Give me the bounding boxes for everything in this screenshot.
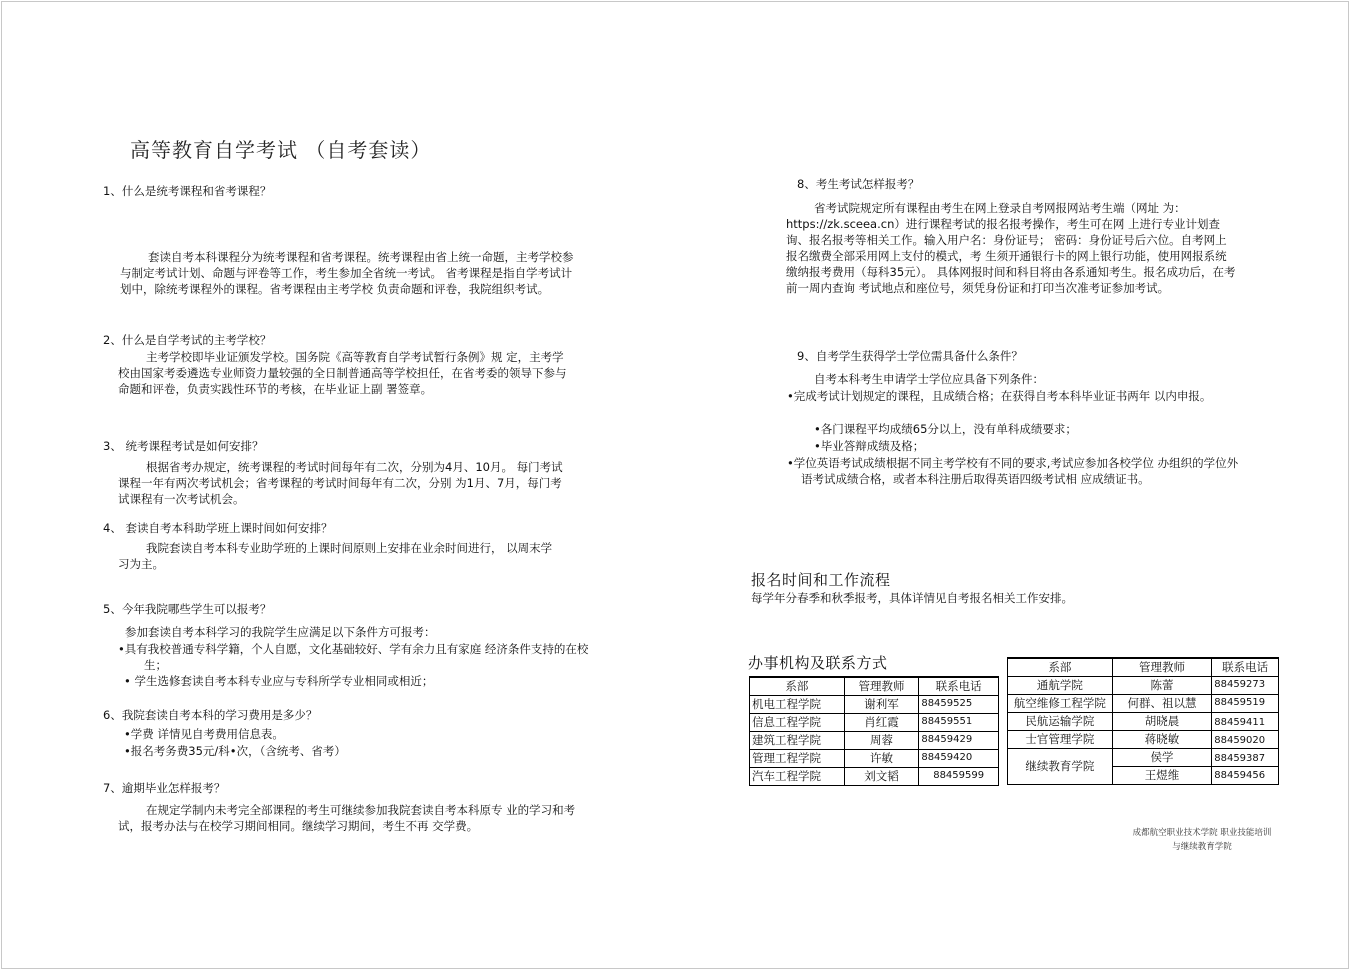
phone-cell: 88459429 [919,732,999,750]
contacts-table-2 [1007,657,1279,785]
question-3: 3、 统考课程考试是如何安排？ [103,439,264,453]
answer-9-bullet-2: •各门课程平均成绩65分以上，没有单科成绩要求； [814,422,1077,436]
phone-cell: 88459456 [1212,767,1279,785]
question-6: 6、我院套读自考本科的学习费用是多少？ [103,708,318,722]
answer-6-bullet-2: •报名考务费35元/科•次，（含统考、省考） [124,744,346,758]
teacher-cell: 胡晓晨 [1112,713,1211,731]
phone-cell: 88459387 [1212,749,1279,767]
footer-org [1112,826,1292,854]
answer-8: 省考试院规定所有课程由考生在网上登录自考网报网站考生端（网址 为：https://zk.sceea.cn）进行课程考试的报名报考操作，考生可在网 上进行专业计划查询、报名报考等相关工作。输入用户名：身份证号； 密码：身份证号后六位。自考网上报名缴费全部采用网上支付的模式，考 生须开通银行卡的网上银行功能，使用网报系统缴纳报考费用（每科35元）。 具体网报时间和科目将由各系通知考生。报名成功后，在考前一周内查询 考试地点和座位号，须凭身份证和打印当次准考证参加考试。 [786,201,1236,295]
header-dept: 系部 [1008,658,1113,677]
question-8: 8、考生考试怎样报考？ [797,177,920,191]
teacher-cell: 何群、祖以慧 [1112,695,1211,713]
phone-cell: 88459599 [919,768,999,786]
phone-cell: 88459273 [1212,677,1279,695]
dept-cell: 管理工程学院 [750,750,845,768]
question-5: 5、今年我院哪些学生可以报考？ [103,602,272,616]
question-2: 2、什么是自学考试的主考学校？ [103,333,272,347]
answer-9: 自考本科考生申请学士学位应具备下列条件： [814,372,1044,386]
teacher-cell: 肖红霞 [844,714,919,732]
table-row [1008,677,1279,695]
dept-cell: 机电工程学院 [750,696,845,714]
dept-cell: 士官管理学院 [1008,731,1113,749]
teacher-cell: 谢利军 [844,696,919,714]
schedule-title: 报名时间和工作流程 [751,571,891,589]
phone-cell: 88459420 [919,750,999,768]
answer-6-bullet-1: •学费 详情见自考费用信息表。 [124,727,284,741]
answer-5-bullet-2: • 学生选修套读自考本科专业应与专科所学专业相同或相近； [124,674,434,688]
answer-3: 根据省考办规定，统考课程的考试时间每年有二次，分别为4月、10月。 每门考试课程一年有两次考试机会；省考课程的考试时间每年有二次，分别 为1月、7月，每门考试课程有一次考试机会。 [118,460,563,506]
phone-cell: 88459411 [1212,713,1279,731]
question-9: 9、自考学生获得学士学位需具备什么条件？ [797,349,1023,363]
contacts-title: 办事机构及联系方式 [748,654,888,672]
table-row [750,732,999,750]
teacher-cell: 王煜维 [1112,767,1211,785]
table-row [1008,731,1279,749]
table-row [750,750,999,768]
dept-cell: 信息工程学院 [750,714,845,732]
phone-cell: 88459525 [919,696,999,714]
teacher-cell: 许敏 [844,750,919,768]
answer-2: 主考学校即毕业证颁发学校。国务院《高等教育自学考试暂行条例》规 定，主考学校由国家考委遴选专业师资力量较强的全日制普通高等学校担任，在省考委的领导下参与命题和评卷，负责实践性环节的考核，在毕业证上副 署签章。 [118,350,567,396]
question-1: 1、什么是统考课程和省考课程？ [103,184,272,198]
footer-line-2: 与继续教育学院 [1172,842,1232,852]
question-7: 7、逾期毕业怎样报考？ [103,781,226,795]
table-row [750,768,999,786]
footer-line-1: 成都航空职业技术学院 职业技能培训 [1132,828,1272,838]
contacts-table-1 [749,676,999,786]
dept-cell: 建筑工程学院 [750,732,845,750]
table-row [750,714,999,732]
teacher-cell: 周蓉 [844,732,919,750]
table-header-row [750,677,999,696]
dept-cell: 通航学院 [1008,677,1113,695]
answer-1: 套读自考本科课程分为统考课程和省考课程。统考课程由省上统一命题，主考学校参与制定考试计划、命题与评卷等工作，考生参加全省统一考试。 省考课程是指自学考试计划中，除统考课程外的课程。省考课程由主考学校 负责命题和评卷，我院组织考试。 [120,250,574,296]
phone-cell: 88459551 [919,714,999,732]
dept-cell: 继续教育学院 [1008,749,1113,785]
header-dept: 系部 [750,677,845,696]
header-teacher: 管理教师 [844,677,919,696]
teacher-cell: 陈蕾 [1112,677,1211,695]
teacher-cell: 蒋晓敏 [1112,731,1211,749]
page-title: 高等教育自学考试 （自考套读） [130,138,432,162]
answer-5: 参加套读自考本科学习的我院学生应满足以下条件方可报考： [125,625,436,639]
answer-9-bullet-1: •完成考试计划规定的课程，且成绩合格；在获得自考本科毕业证书两年 以内申报。 [787,389,1212,403]
table-row [1008,695,1279,713]
teacher-cell: 刘文韬 [844,768,919,786]
answer-5-bullet-1: •具有我校普通专科学籍，个人自愿，文化基础较好、学有余力且有家庭 经济条件支持的在校生； [118,642,589,672]
answer-9-bullet-3: •毕业答辩成绩及格； [814,439,925,453]
table-row [1008,713,1279,731]
dept-cell: 汽车工程学院 [750,768,845,786]
phone-cell: 88459519 [1212,695,1279,713]
table-row [750,696,999,714]
table-header-row [1008,658,1279,677]
question-4: 4、 套读自考本科助学班上课时间如何安排？ [103,521,333,535]
answer-7: 在规定学制内未考完全部课程的考生可继续参加我院套读自考本科原专 业的学习和考试，报考办法与在校学习期间相同。继续学习期间，考生不再 交学费。 [118,803,576,833]
table-row [1008,749,1279,767]
header-teacher: 管理教师 [1112,658,1211,677]
dept-cell: 民航运输学院 [1008,713,1113,731]
phone-cell: 88459020 [1212,731,1279,749]
answer-9-bullet-4: •学位英语考试成绩根据不同主考学校有不同的要求,考试应参加各校学位 办组织的学位外语考试成绩合格，或者本科注册后取得英语四级考试相 应成绩证书。 [787,456,1239,486]
dept-cell: 航空维修工程学院 [1008,695,1113,713]
answer-4: 我院套读自考本科专业助学班的上课时间原则上安排在业余时间进行， 以周末学习为主。 [118,541,553,571]
header-phone: 联系电话 [919,677,999,696]
header-phone: 联系电话 [1212,658,1279,677]
schedule-text: 每学年分春季和秋季报考，具体详情见自考报名相关工作安排。 [751,591,1073,605]
teacher-cell: 侯学 [1112,749,1211,767]
